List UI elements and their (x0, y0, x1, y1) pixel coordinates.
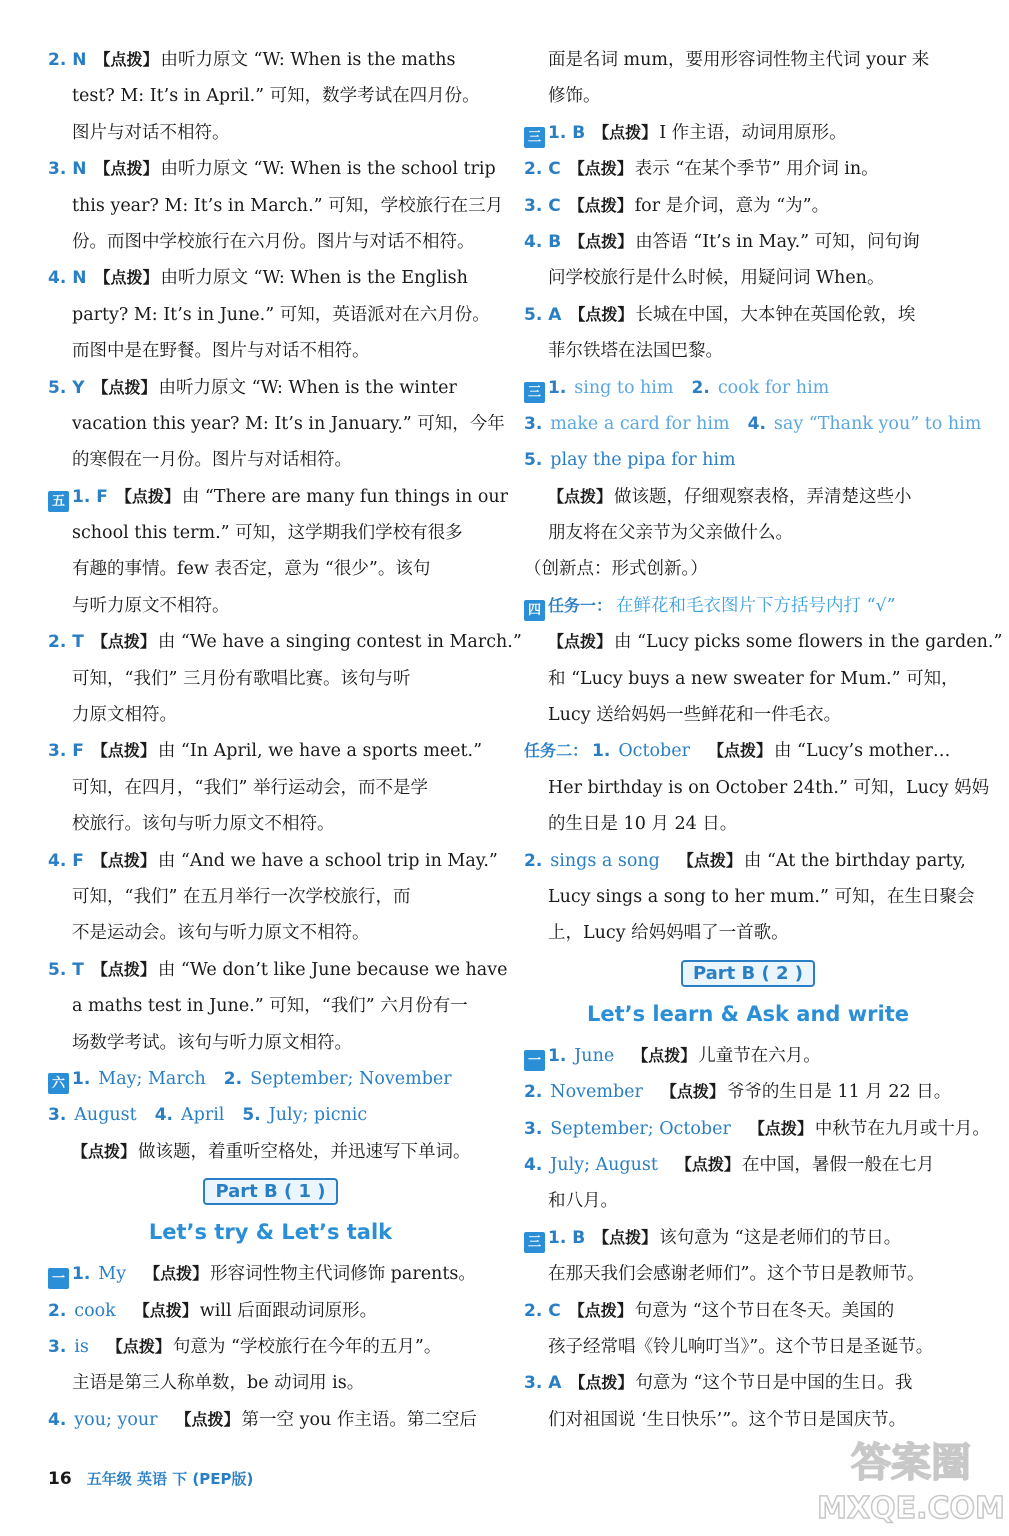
hint-tag: 【点拨】 (91, 850, 156, 870)
answer: you; your (74, 1409, 158, 1430)
explanation-text: 由 “In April, we have a sports meet.” (157, 741, 483, 762)
item-number: 2. (524, 1082, 543, 1103)
explanation-text: 不是运动会。该句与听力原文不相符。 (72, 923, 370, 944)
explanation-text: party? M: It’s in June.” 可知，英语派对在六月份。 (72, 304, 490, 325)
explanation-text: 做该题，着重听空格处，并迅速写下单词。 (138, 1141, 471, 1162)
explanation-text: 由 “Lucy’s mother… (773, 741, 951, 762)
item-number: 3. (48, 1105, 67, 1126)
explanation-text: 儿童节在六月。 (698, 1045, 821, 1066)
section-marker: 六 (48, 1073, 69, 1094)
item-number: 1. (72, 1068, 91, 1089)
section-marker: 一 (48, 1268, 69, 1289)
hint-tag: 【点拨】 (675, 1154, 740, 1174)
hint-tag: 【点拨】 (707, 741, 772, 761)
text-line (48, 78, 493, 114)
item-number: 5. (524, 450, 543, 471)
text-line (524, 915, 972, 951)
explanation-text: school this term.” 可知，这学期我们学校有很多 (72, 523, 463, 544)
explanation-text: 中秋节在九月或十月。 (814, 1118, 990, 1139)
text-line (48, 370, 493, 406)
explanation-text: 由 “There are many fun things in our (181, 486, 509, 507)
item-number: 1. B (548, 122, 586, 143)
text-line (48, 1329, 493, 1365)
text-line (48, 1061, 493, 1097)
answer: make a card for him (550, 413, 730, 434)
item-number: 4. B (524, 231, 562, 252)
item-number: 3. N (48, 159, 87, 180)
explanation-text: 形容词性物主代词修饰 parents。 (210, 1264, 476, 1285)
text-line (48, 151, 496, 187)
text-line (524, 661, 972, 697)
text-line (48, 588, 493, 624)
explanation-text: this year? M: It’s in March.” 可知，学校旅行在三月 (72, 195, 504, 216)
left-column (48, 42, 522, 1438)
section-title: Let’s try & Let’s talk (148, 1220, 393, 1245)
explanation-text: 校旅行。该句与听力原文不相符。 (72, 814, 335, 835)
text-line (48, 515, 493, 551)
text-line (48, 42, 493, 78)
part-heading (48, 1178, 493, 1212)
explanation-text: 朋友将在父亲节为父亲做什么。 (548, 523, 793, 544)
text-line (48, 1025, 493, 1061)
text-line (48, 806, 493, 842)
explanation-text: 在中国，暑假一般在七月 (741, 1154, 935, 1175)
explanation-text: 主语是第三人称单数，be 动词用 is。 (72, 1373, 365, 1394)
answer: cook (74, 1300, 116, 1321)
explanation-text: will 后面跟动词原形。 (199, 1300, 378, 1321)
watermark-logo (817, 1428, 1005, 1528)
item-number: 4. N (48, 268, 87, 289)
explanation-text: 由 “We don’t like June because we have (157, 959, 508, 980)
section-title: Let’s learn & Ask and write (586, 1001, 910, 1026)
explanation-text: 做该题，仔细观察表格，弄清楚这些小 (614, 486, 912, 507)
item-number: 5. T (48, 959, 84, 980)
explanation-text: vacation this year? M: It’s in January.” 可知，今年 (72, 413, 505, 434)
hint-tag: 【点拨】 (677, 850, 742, 870)
text-line (524, 406, 982, 442)
page-number: 16 (48, 1469, 72, 1489)
section-marker: 一 (524, 1050, 545, 1071)
watermark-url: MXQE.COM (817, 1491, 1005, 1526)
hint-tag: 【点拨】 (115, 486, 180, 506)
text-line (48, 661, 493, 697)
text-line (524, 624, 1003, 660)
text-line (524, 1293, 972, 1329)
hint-tag: 【点拨】 (548, 486, 613, 506)
hint-tag: 【点拨】 (593, 1227, 658, 1247)
section-marker: 三 (524, 127, 545, 148)
item-number: 3. (524, 1118, 543, 1139)
answer: October (618, 741, 690, 762)
explanation-text: 面是名词 mum，要用形容词性物主代词 your 来 (548, 50, 930, 70)
part-heading (524, 960, 972, 994)
text-line (524, 1038, 972, 1074)
explanation-text: 由听力原文 “W: When is the winter (158, 377, 457, 398)
text-line (524, 1147, 972, 1183)
explanation-text: 长城在中国，大本钟在英国伦敦，埃 (635, 304, 916, 325)
item-number: 2. (48, 1300, 67, 1321)
explanation-text: 爷爷的生日是 11 月 22 日。 (726, 1082, 952, 1103)
explanation-text: 份。而图中学校旅行在六月份。图片与对话不相符。 (72, 231, 475, 252)
hint-tag: 【点拨】 (548, 632, 613, 652)
hint-tag: 【点拨】 (568, 159, 633, 179)
text-line (48, 188, 504, 224)
item-number: 2. (223, 1068, 243, 1089)
item-number: 2. (691, 377, 710, 398)
text-line (524, 879, 975, 915)
text-line (524, 151, 972, 187)
task-answer: 在鲜花和毛衣图片下方括号内打 “√” (616, 595, 896, 616)
text-line (48, 1097, 493, 1133)
explanation-text: 可知，在四月，“我们” 举行运动会，而不是学 (72, 777, 428, 798)
watermark-text: 答案圈 (851, 1440, 971, 1486)
hint-tag: 【点拨】 (569, 231, 634, 251)
item-number: 2. (524, 850, 543, 871)
explanation-text: 由听力原文 “W: When is the maths (160, 50, 456, 70)
hint-tag: 【点拨】 (91, 741, 156, 761)
explanation-text: 场数学考试。该句与听力原文相符。 (72, 1032, 352, 1053)
hint-tag: 【点拨】 (133, 1300, 198, 1320)
item-number: 1. (592, 741, 611, 762)
explanation-text: 的寒假在一月份。图片与对话相符。 (72, 450, 352, 471)
text-line (524, 479, 972, 515)
text-line (524, 115, 972, 151)
explanation-text: 修饰。 (548, 86, 601, 107)
text-line (524, 551, 972, 587)
text-line (524, 370, 972, 406)
explanation-text: 句意为 “学校旅行在今年的五月”。 (172, 1336, 442, 1357)
text-line (524, 770, 990, 806)
explanation-text: 与听力原文不相符。 (72, 595, 230, 616)
explanation-text: 由听力原文 “W: When is the school trip (160, 159, 496, 180)
text-line (524, 260, 972, 296)
explanation-text: 问学校旅行是什么时候，用疑问词 When。 (548, 268, 885, 289)
explanation-text: 图片与对话不相符。 (72, 122, 230, 143)
explanation-text: 由 “We have a singing contest in March.” (157, 632, 522, 653)
hint-tag: 【点拨】 (175, 1409, 240, 1429)
explanation-text: 表示 “在某个季节” 用介词 in。 (634, 159, 879, 180)
answer: July; picnic (268, 1105, 368, 1126)
answer: is (74, 1336, 89, 1357)
hint-tag: 【点拨】 (568, 1300, 633, 1320)
item-number: 5. (242, 1105, 261, 1126)
item-number: 2. C (524, 1300, 561, 1321)
text-line (524, 1183, 972, 1219)
text-line (48, 551, 493, 587)
text-line (48, 697, 493, 733)
text-line (524, 188, 972, 224)
item-number: 2. C (524, 159, 561, 180)
text-line (524, 1220, 972, 1256)
text-line (524, 297, 972, 333)
hint-tag: 【点拨】 (569, 304, 634, 324)
text-line (524, 224, 972, 260)
task-label: 任务一： (548, 595, 613, 615)
item-number: 5. Y (48, 377, 85, 398)
text-line (48, 988, 493, 1024)
item-number: 1. F (72, 486, 108, 507)
text-line (48, 1256, 493, 1292)
explanation-text: a maths test in June.” 可知，“我们” 六月份有一 (72, 996, 468, 1017)
text-line (524, 1365, 972, 1401)
section-marker: 四 (524, 600, 545, 621)
explanation-text: 由 “And we have a school trip in May.” (157, 850, 498, 871)
answer: play the pipa for him (550, 450, 736, 471)
explanation-text: 和八月。 (548, 1191, 618, 1212)
text-line (48, 952, 508, 988)
text-line (524, 1256, 972, 1292)
item-number: 4. (154, 1105, 173, 1126)
item-number: 1. (72, 1264, 91, 1285)
text-line (524, 333, 972, 369)
hint-tag: 【点拨】 (72, 1141, 137, 1161)
explanation-text: 可知，“我们” 三月份有歌唱比赛。该句与听 (72, 668, 411, 689)
answer: June (574, 1045, 615, 1066)
item-number: 3. C (524, 195, 561, 216)
hint-tag: 【点拨】 (568, 195, 633, 215)
answer: September; October (550, 1118, 731, 1139)
hint-tag: 【点拨】 (94, 159, 159, 179)
part-label: Part B ( 2 ) (681, 960, 815, 987)
text-line (48, 1402, 493, 1438)
item-number: 4. (524, 1154, 543, 1175)
item-number: 1. (548, 1045, 567, 1066)
book-title: 五年级 英语 下 (PEP版) (86, 1470, 254, 1488)
explanation-text: 句意为 “这个节日是中国的生日。我 (635, 1373, 913, 1394)
text-line (48, 879, 493, 915)
text-line (48, 1293, 493, 1329)
text-line (524, 1074, 972, 1110)
explanation-text: 可知，“我们” 在五月举行一次学校旅行，而 (72, 886, 411, 907)
hint-tag: 【点拨】 (94, 268, 159, 288)
explanation-text: 由 “Lucy picks some flowers in the garden.” (614, 632, 1003, 653)
answer: September; November (250, 1068, 452, 1089)
right-column (524, 42, 1003, 1438)
explanation-text: 孩子经常唱《铃儿响叮当》”。这个节日是圣诞节。 (548, 1336, 934, 1357)
text-line (524, 442, 972, 478)
item-number: 3. A (524, 1373, 562, 1394)
item-number: 2. T (48, 632, 84, 653)
explanation-text: 由听力原文 “W: When is the English (160, 268, 468, 289)
hint-tag: 【点拨】 (632, 1045, 697, 1065)
text-line (48, 224, 493, 260)
text-line (48, 115, 493, 151)
explanation-text: 的生日是 10 月 24 日。 (548, 814, 738, 835)
explanation-text: 菲尔铁塔在法国巴黎。 (548, 341, 723, 362)
text-line (48, 333, 493, 369)
explanation-text: 和 “Lucy buys a new sweater for Mum.” 可知， (548, 668, 959, 689)
text-line (524, 42, 972, 78)
text-line (524, 697, 972, 733)
item-number: 4. F (48, 850, 84, 871)
text-line (524, 1329, 972, 1365)
explanation-text: 该句意为 “这是老师们的节日。 (659, 1227, 902, 1248)
answer: May; March (98, 1068, 206, 1089)
explanation-text: 由答语 “It’s in May.” 可知，问句询 (635, 231, 920, 252)
text-line (48, 1134, 493, 1170)
explanation-text: 有趣的事情。few 表否定，意为 “很少”。该句 (72, 559, 431, 580)
explanation-text: I 作主语，动词用原形。 (659, 122, 847, 143)
hint-tag: 【点拨】 (748, 1118, 813, 1138)
hint-tag: 【点拨】 (91, 632, 156, 652)
item-number: 3. (524, 413, 543, 434)
answer: cook for him (717, 377, 830, 398)
explanation-text: for 是介词，意为 “为”。 (634, 195, 830, 216)
answer: July; August (550, 1154, 658, 1175)
text-line (48, 479, 509, 515)
explanation-text: 第一空 you 作主语。第二空后 (241, 1409, 477, 1430)
answer: sing to him (574, 377, 674, 398)
answer: November (550, 1082, 643, 1103)
answer: say “Thank you” to him (773, 413, 982, 434)
text-line (48, 1365, 493, 1401)
answer: My (98, 1264, 127, 1285)
hint-tag: 【点拨】 (144, 1264, 209, 1284)
text-line (48, 442, 493, 478)
item-number: 3. (48, 1336, 67, 1357)
explanation-text: 们对祖国说 ‘生日快乐’”。这个节日是国庆节。 (548, 1409, 907, 1430)
explanation-text: Lucy 送给妈妈一些鲜花和一件毛衣。 (548, 705, 842, 726)
answer: April (181, 1105, 225, 1126)
text-line (524, 733, 972, 769)
text-line (524, 806, 972, 842)
task-label: 任务二： (524, 741, 589, 761)
explanation-text: （创新点：形式创新。） (524, 559, 708, 580)
answer: sings a song (550, 850, 660, 871)
text-line (524, 588, 972, 624)
item-number: 3. F (48, 741, 84, 762)
text-line (48, 733, 493, 769)
hint-tag: 【点拨】 (91, 959, 156, 979)
explanation-text: Her birthday is on October 24th.” 可知，Lucy 妈妈 (548, 777, 990, 798)
text-line (524, 843, 972, 879)
explanation-text: 而图中是在野餐。图片与对话不相符。 (72, 341, 370, 362)
answer: August (74, 1105, 137, 1126)
hint-tag: 【点拨】 (106, 1336, 171, 1356)
page-footer (48, 1468, 253, 1498)
text-line (48, 260, 493, 296)
text-line (48, 770, 493, 806)
text-line (48, 297, 493, 333)
text-line (524, 1111, 990, 1147)
explanation-text: 句意为 “这个节日在冬天。美国的 (634, 1300, 895, 1321)
section-marker: 五 (48, 491, 69, 512)
item-number: 1. (548, 377, 567, 398)
item-number: 5. A (524, 304, 562, 325)
hint-tag: 【点拨】 (94, 50, 159, 69)
text-line (48, 915, 493, 951)
item-number: 1. B (548, 1227, 586, 1248)
text-line (524, 78, 972, 114)
item-number: 2. N (48, 50, 87, 70)
item-number: 4. (48, 1409, 67, 1430)
hint-tag: 【点拨】 (569, 1373, 634, 1393)
text-line (48, 406, 505, 442)
explanation-text: 在那天我们会感谢老师们”。这个节日是教师节。 (548, 1264, 925, 1285)
hint-tag: 【点拨】 (92, 377, 157, 397)
text-line (48, 843, 498, 879)
item-number: 4. (747, 413, 766, 434)
text-line (524, 515, 972, 551)
text-line (48, 624, 522, 660)
section-marker: 三 (524, 382, 545, 403)
explanation-text: 由 “At the birthday party, (743, 850, 966, 871)
hint-tag: 【点拨】 (593, 122, 658, 142)
hint-tag: 【点拨】 (660, 1082, 725, 1102)
part-label: Part B ( 1 ) (203, 1178, 337, 1205)
explanation-text: Lucy sings a song to her mum.” 可知，在生日聚会 (548, 886, 975, 907)
section-marker: 三 (524, 1232, 545, 1253)
explanation-text: 力原文相符。 (72, 705, 177, 726)
explanation-text: test? M: It’s in April.” 可知，数学考试在四月份。 (72, 86, 480, 107)
explanation-text: 上，Lucy 给妈妈唱了一首歌。 (548, 923, 789, 944)
